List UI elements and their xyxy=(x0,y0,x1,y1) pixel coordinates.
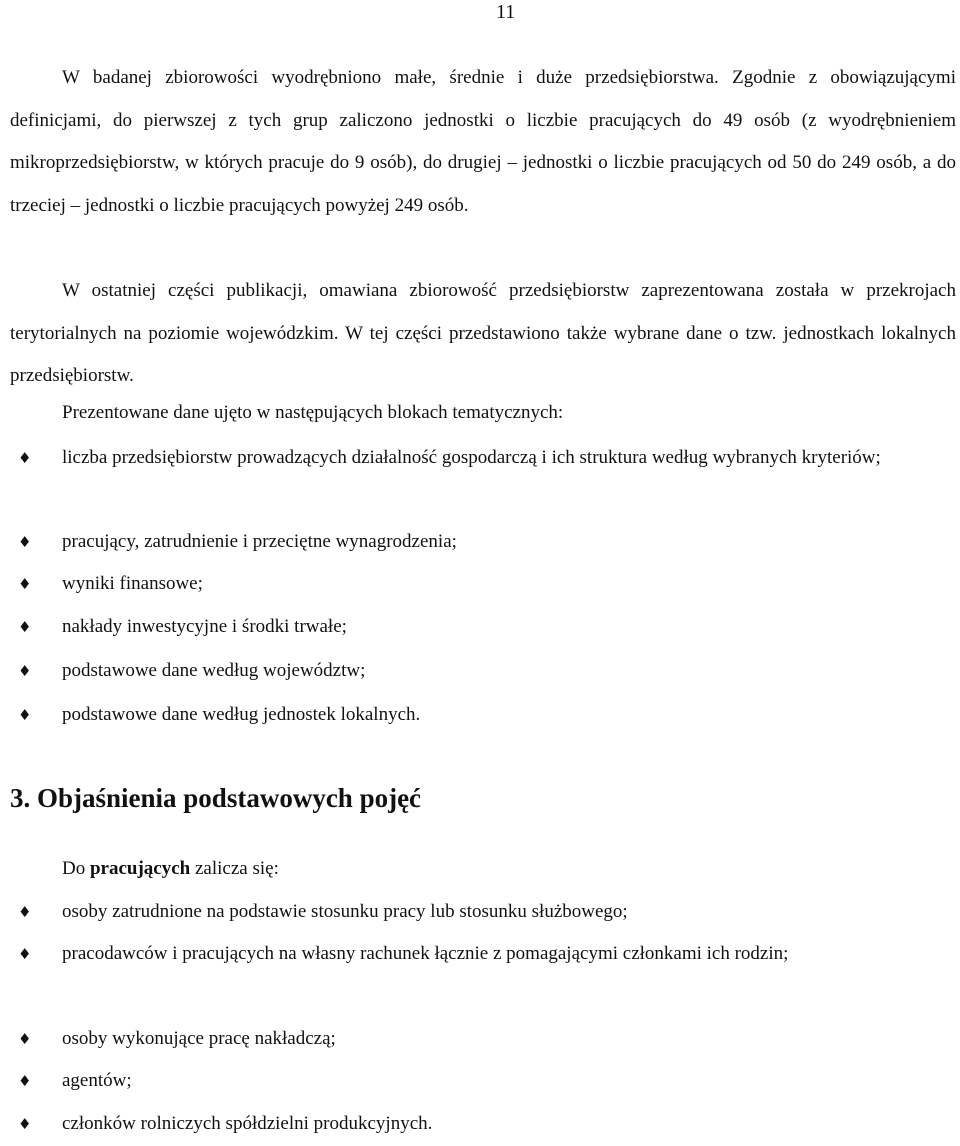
list-item: ♦ wyniki finansowe; xyxy=(0,563,956,606)
diamond-bullet-icon: ♦ xyxy=(18,662,32,680)
diamond-bullet-icon: ♦ xyxy=(18,706,32,724)
list-item: ♦ pracodawców i pracujących na własny rachunek łącznie z pomagającymi członkami ich rodzin; xyxy=(0,933,956,976)
diamond-bullet-icon: ♦ xyxy=(18,903,32,921)
paragraph-territorial-breakdown: W ostatniej części publikacji, omawiana zbiorowość przedsiębiorstw zaprezentowana została w przekrojach terytorialnych na poziomie wojewódzkim. W tej części przedstawiono także wybrane dane o tzw. jednostkach lokalnych przedsiębiorstw. xyxy=(10,280,956,386)
list-item: ♦ liczba przedsiębiorstw prowadzących działalność gospodarczą i ich struktura według wybranych kryteriów; xyxy=(0,437,956,480)
list-item: ♦ agentów; xyxy=(0,1060,956,1103)
list-item: ♦ członków rolniczych spółdzielni produkcyjnych. xyxy=(0,1103,956,1146)
list-item: ♦ podstawowe dane według województw; xyxy=(0,650,956,693)
section-heading: 3. Objaśnienia podstawowych pojęć xyxy=(10,783,422,813)
list-item: ♦ osoby zatrudnione na podstawie stosunku pracy lub stosunku służbowego; xyxy=(0,891,956,934)
diamond-bullet-icon: ♦ xyxy=(18,533,32,551)
defined-term: pracujących xyxy=(89,858,191,879)
diamond-bullet-icon: ♦ xyxy=(18,618,32,636)
diamond-bullet-icon: ♦ xyxy=(18,1115,32,1133)
list-item: ♦ nakłady inwestycyjne i środki trwałe; xyxy=(0,606,956,649)
list-item: ♦ podstawowe dane według jednostek lokalnych. xyxy=(0,694,956,737)
diamond-bullet-icon: ♦ xyxy=(18,449,32,467)
list-item: ♦ pracujący, zatrudnienie i przeciętne wynagrodzenia; xyxy=(0,521,956,564)
diamond-bullet-icon: ♦ xyxy=(18,575,32,593)
page-number: 11 xyxy=(496,1,516,23)
diamond-bullet-icon: ♦ xyxy=(18,945,32,963)
diamond-bullet-icon: ♦ xyxy=(18,1072,32,1090)
definition-intro: Do pracujących zalicza się: xyxy=(62,858,279,879)
paragraph-enterprise-groups: W badanej zbiorowości wyodrębniono małe, średnie i duże przedsiębiorstwa. Zgodnie z obowiązującymi definicjami, do pierwszej z tych grup zaliczono jednostki o liczbie pracujących do 49 osób (z wyodrębnieniem mikroprzedsiębiorstw, w których pracuje do 9 osób), do drugiej – jednostki o liczbie pracujących od 50 do 249 osób, a do trzeciej – jednostki o liczbie pracujących powyżej 249 osób. xyxy=(10,67,956,216)
list-item: ♦ osoby wykonujące pracę nakładczą; xyxy=(0,1018,956,1061)
paragraph-thematic-blocks: Prezentowane dane ujęto w następujących blokach tematycznych: xyxy=(62,402,564,423)
diamond-bullet-icon: ♦ xyxy=(18,1030,32,1048)
